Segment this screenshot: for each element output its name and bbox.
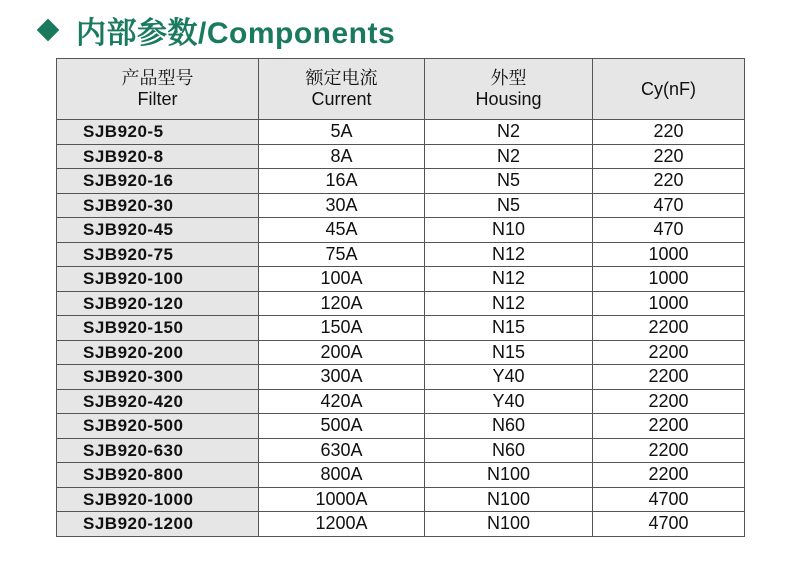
- table-row: [57, 120, 745, 145]
- header-filter-en: Filter: [137, 89, 178, 109]
- housing-cell: N100: [425, 512, 593, 537]
- housing-cell: N5: [425, 193, 593, 218]
- cy-cell: 1000: [593, 242, 745, 267]
- header-current-cn: 额定电流: [305, 68, 378, 88]
- model-cell: SJB920-75: [57, 242, 259, 267]
- table-header: [57, 59, 745, 120]
- table-row: [57, 193, 745, 218]
- current-cell: 420A: [259, 389, 425, 414]
- model-cell: SJB920-120: [57, 291, 259, 316]
- current-cell: 630A: [259, 438, 425, 463]
- model-cell: SJB920-8: [57, 144, 259, 169]
- current-cell: 200A: [259, 340, 425, 365]
- cy-cell: 2200: [593, 316, 745, 341]
- model-cell: SJB920-630: [57, 438, 259, 463]
- cy-cell: 220: [593, 144, 745, 169]
- table-row: [57, 291, 745, 316]
- cy-cell: 1000: [593, 291, 745, 316]
- model-cell: SJB920-200: [57, 340, 259, 365]
- table-row: [57, 218, 745, 243]
- current-cell: 16A: [259, 169, 425, 194]
- model-cell: SJB920-30: [57, 193, 259, 218]
- housing-cell: N15: [425, 340, 593, 365]
- header-cy-en: Cy(nF): [641, 78, 696, 99]
- cy-cell: 2200: [593, 340, 745, 365]
- model-cell: SJB920-100: [57, 267, 259, 292]
- cy-cell: 220: [593, 169, 745, 194]
- cy-cell: 2200: [593, 438, 745, 463]
- housing-cell: N15: [425, 316, 593, 341]
- cy-cell: 470: [593, 193, 745, 218]
- housing-cell: N2: [425, 120, 593, 145]
- table-row: [57, 438, 745, 463]
- current-cell: 30A: [259, 193, 425, 218]
- model-cell: SJB920-500: [57, 414, 259, 439]
- table-row: [57, 389, 745, 414]
- current-cell: 1000A: [259, 487, 425, 512]
- heading-title: 内部参数/Components: [76, 17, 396, 50]
- model-cell: SJB920-5: [57, 120, 259, 145]
- cy-cell: 4700: [593, 512, 745, 537]
- cy-cell: 470: [593, 218, 745, 243]
- cy-cell: 1000: [593, 267, 745, 292]
- header-cy: [593, 59, 745, 120]
- current-cell: 800A: [259, 463, 425, 488]
- table-row: [57, 512, 745, 537]
- current-cell: 8A: [259, 144, 425, 169]
- components-table: [56, 58, 745, 537]
- header-housing: [425, 59, 593, 120]
- cy-cell: 220: [593, 120, 745, 145]
- table-row: [57, 316, 745, 341]
- table-row: [57, 169, 745, 194]
- housing-cell: N12: [425, 267, 593, 292]
- cy-cell: 2200: [593, 365, 745, 390]
- current-cell: 75A: [259, 242, 425, 267]
- housing-cell: Y40: [425, 389, 593, 414]
- table-row: [57, 463, 745, 488]
- current-cell: 300A: [259, 365, 425, 390]
- model-cell: SJB920-150: [57, 316, 259, 341]
- model-cell: SJB920-420: [57, 389, 259, 414]
- cy-cell: 2200: [593, 463, 745, 488]
- current-cell: 100A: [259, 267, 425, 292]
- housing-cell: N12: [425, 242, 593, 267]
- table-row: [57, 365, 745, 390]
- header-row: [57, 59, 745, 120]
- housing-cell: Y40: [425, 365, 593, 390]
- table-row: [57, 144, 745, 169]
- housing-cell: N60: [425, 438, 593, 463]
- header-current: [259, 59, 425, 120]
- cy-cell: 4700: [593, 487, 745, 512]
- housing-cell: N12: [425, 291, 593, 316]
- table-row: [57, 487, 745, 512]
- header-housing-cn: 外型: [490, 68, 527, 88]
- model-cell: SJB920-800: [57, 463, 259, 488]
- model-cell: SJB920-1200: [57, 512, 259, 537]
- housing-cell: N100: [425, 487, 593, 512]
- table-row: [57, 242, 745, 267]
- current-cell: 5A: [259, 120, 425, 145]
- housing-cell: N2: [425, 144, 593, 169]
- cy-cell: 2200: [593, 414, 745, 439]
- header-housing-en: Housing: [475, 89, 542, 109]
- current-cell: 1200A: [259, 512, 425, 537]
- cy-cell: 2200: [593, 389, 745, 414]
- section-heading: [8, 8, 395, 52]
- current-cell: 120A: [259, 291, 425, 316]
- diamond-bullet-icon: [37, 19, 60, 42]
- model-cell: SJB920-300: [57, 365, 259, 390]
- header-filter-cn: 产品型号: [121, 68, 194, 88]
- model-cell: SJB920-45: [57, 218, 259, 243]
- housing-cell: N60: [425, 414, 593, 439]
- header-filter: [57, 59, 259, 120]
- model-cell: SJB920-16: [57, 169, 259, 194]
- current-cell: 45A: [259, 218, 425, 243]
- header-current-en: Current: [311, 89, 372, 109]
- model-cell: SJB920-1000: [57, 487, 259, 512]
- table-row: [57, 340, 745, 365]
- housing-cell: N5: [425, 169, 593, 194]
- table-row: [57, 414, 745, 439]
- housing-cell: N10: [425, 218, 593, 243]
- table-body: [57, 120, 745, 537]
- current-cell: 150A: [259, 316, 425, 341]
- table-row: [57, 267, 745, 292]
- current-cell: 500A: [259, 414, 425, 439]
- housing-cell: N100: [425, 463, 593, 488]
